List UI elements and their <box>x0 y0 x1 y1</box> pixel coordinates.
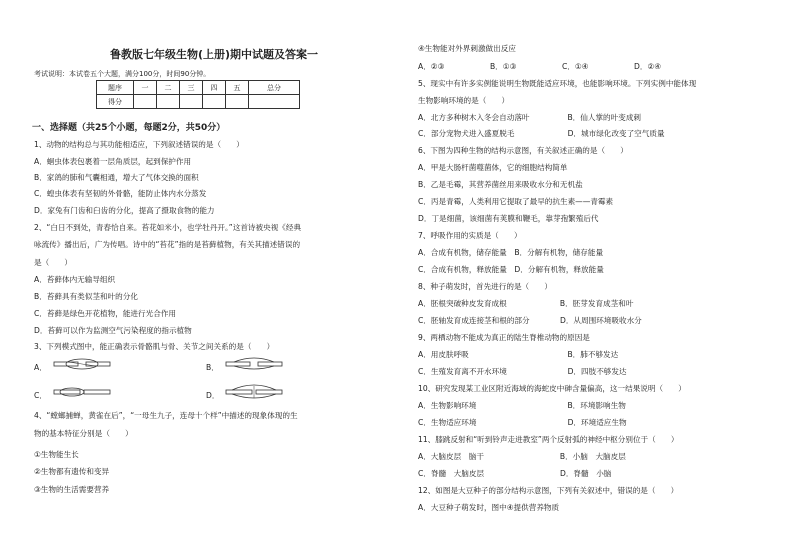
score-cell[interactable] <box>134 95 157 109</box>
option-line: A．苔藓体内无输导组织 <box>34 275 116 284</box>
q3-option-d-label: D． <box>206 391 220 400</box>
statement-line: ①生物能生长 <box>34 450 79 459</box>
question-line: 是（ ） <box>34 258 72 267</box>
question-line: 4、“螳螂捕蝉，黄雀在后”，“一母生九子，连母十个样”中描述的现象体现的生 <box>34 411 298 420</box>
question-line: 物的基本特征分别是（ ） <box>34 429 133 438</box>
bone-muscle-diagram-c <box>52 384 112 400</box>
option-line: C．苔藓是绿色开花植物，能进行光合作用 <box>34 309 176 318</box>
option-line: A．北方多种树木入冬会自动落叶 B．仙人掌的叶变成刺 <box>418 113 642 122</box>
option-line: C．生殖发育离不开水环境 D．四肢不够发达 <box>418 367 627 376</box>
option-line: A．生物影响环境 B．环境影响生物 <box>418 401 626 410</box>
score-row-label: 得分 <box>97 95 134 109</box>
question-line: 9、两栖动物不能成为真正的陆生脊椎动物的原因是 <box>418 333 590 342</box>
score-cell[interactable] <box>157 95 180 109</box>
question-line: 7、呼吸作用的实质是（ ） <box>418 231 522 240</box>
section-title: 一、选择题（共25个小题，每题2分，共50分） <box>32 123 226 133</box>
option-line: A．胚根突破种皮发育成根 B．胚芽发育成茎和叶 <box>418 299 634 308</box>
page-title: 鲁教版七年级生物(上册)期中试题及答案一 <box>110 48 319 61</box>
option-line: C．脊髓 大脑皮层 D．脊髓 小脑 <box>418 469 612 478</box>
option-line: C．合成有机物，释放能量 D．分解有机物，释放能量 <box>418 265 604 274</box>
score-header-cell: 五 <box>226 81 249 95</box>
option-line: A．甲是大肠杆菌噬菌体，它的细胞结构简单 <box>418 163 568 172</box>
statement-line: ④生物能对外界刺激做出反应 <box>418 44 516 53</box>
score-header-cell: 一 <box>134 81 157 95</box>
option-line: B．家鸽的肺和气囊相通，增大了气体交换的面积 <box>34 173 199 182</box>
question-line: 11、膝跳反射和“听到铃声走进教室”两个反射弧的神经中枢分别位于（ ） <box>418 435 679 444</box>
option-line: D．丁是细菌，该细菌有荚膜和鞭毛，靠芽孢繁殖后代 <box>418 214 599 223</box>
option-line: A．大豆种子萌发时，图中④提供营养物质 <box>418 503 560 512</box>
option-line: C．胚轴发育成连接茎和根的部分 D．从周围环境吸收水分 <box>418 316 642 325</box>
question-line: 12、如图是大豆种子的部分结构示意图，下列有关叙述中，错误的是（ ） <box>418 486 679 495</box>
score-cell[interactable] <box>180 95 203 109</box>
score-header-cell: 题序 <box>97 81 134 95</box>
question-line: 咏流传》播出后，广为传唱。诗中的“苔花”指的是苔藓植物，有关其描述错误的 <box>34 240 301 249</box>
bone-muscle-diagram-a <box>52 356 112 372</box>
option-line: A．大脑皮层 脑干 B．小脑 大脑皮层 <box>418 452 626 461</box>
exam-note: 考试说明：本试卷五个大题，满分100分，时间90分钟。 <box>34 70 211 78</box>
option-line: A．②③ B．①③ C．①④ D．②④ <box>418 62 662 71</box>
question-line: 1、动物的结构总与其功能相适应，下列叙述错误的是（ ） <box>34 140 244 149</box>
option-line: A．蛔虫体表包裹着一层角质层，起到保护作用 <box>34 157 192 166</box>
option-line: C．部分宠物犬进入盛夏脱毛 D．城市绿化改变了空气质量 <box>418 129 665 138</box>
score-header-cell: 二 <box>157 81 180 95</box>
score-table-score-row <box>97 95 300 109</box>
option-line: D．苔藓可以作为监测空气污染程度的指示植物 <box>34 326 192 335</box>
option-line: D．家兔有门齿和臼齿的分化，提高了摄取食物的能力 <box>34 206 215 215</box>
q3-option-a-label: A． <box>34 363 47 372</box>
score-table-header-row <box>97 81 300 95</box>
question-line: 3、下列模式图中，能正确表示骨骼肌与骨、关节之间关系的是（ ） <box>34 342 275 351</box>
option-line: C．丙是青霉，人类利用它提取了最早的抗生素——青霉素 <box>418 197 614 206</box>
option-line: C．生物适应环境 D．环境适应生物 <box>418 418 627 427</box>
score-header-cell: 总分 <box>249 81 300 95</box>
question-line: 10、研究发现某工业区附近海域的海蛇皮中砷含量偏高，这一结果说明（ ） <box>418 384 686 393</box>
question-line: 2、“白日不到处，青春恰自来。苔花如米小，也学牡丹开。”这首诗被央视《经典 <box>34 223 302 232</box>
option-line: B．苔藓具有类似茎和叶的分化 <box>34 292 138 301</box>
option-line: A．用皮肤呼吸 B．肺不够发达 <box>418 350 619 359</box>
option-line: B．乙是毛霉，其营养菌丝用来吸收水分和无机盐 <box>418 180 583 189</box>
statement-line: ②生物都有遗传和变异 <box>34 467 110 476</box>
q3-option-b-label: B． <box>206 363 219 372</box>
option-line: C．蝗虫体表有坚韧的外骨骼，能防止体内水分蒸发 <box>34 189 207 198</box>
q3-option-c-label: C． <box>34 391 47 400</box>
question-line: 生物影响环境的是（ ） <box>418 96 510 105</box>
question-line: 6、下图为四种生物的结构示意图，有关叙述正确的是（ ） <box>418 146 628 155</box>
score-cell[interactable] <box>203 95 226 109</box>
score-header-cell: 四 <box>203 81 226 95</box>
score-cell[interactable] <box>249 95 300 109</box>
score-header-cell: 三 <box>180 81 203 95</box>
score-table <box>96 80 300 109</box>
question-line: 5、现实中有许多实例能说明生物既能适应环境，也能影响环境。下列实例中能体现 <box>418 79 697 88</box>
score-cell[interactable] <box>226 95 249 109</box>
option-line: A．合成有机物，储存能量 B．分解有机物，储存能量 <box>418 248 604 257</box>
statement-line: ③生物的生活需要营养 <box>34 485 110 494</box>
question-line: 8、种子萌发时，首先进行的是（ ） <box>418 282 552 291</box>
bone-muscle-diagram-d <box>224 384 284 400</box>
bone-muscle-diagram-b <box>224 356 284 372</box>
